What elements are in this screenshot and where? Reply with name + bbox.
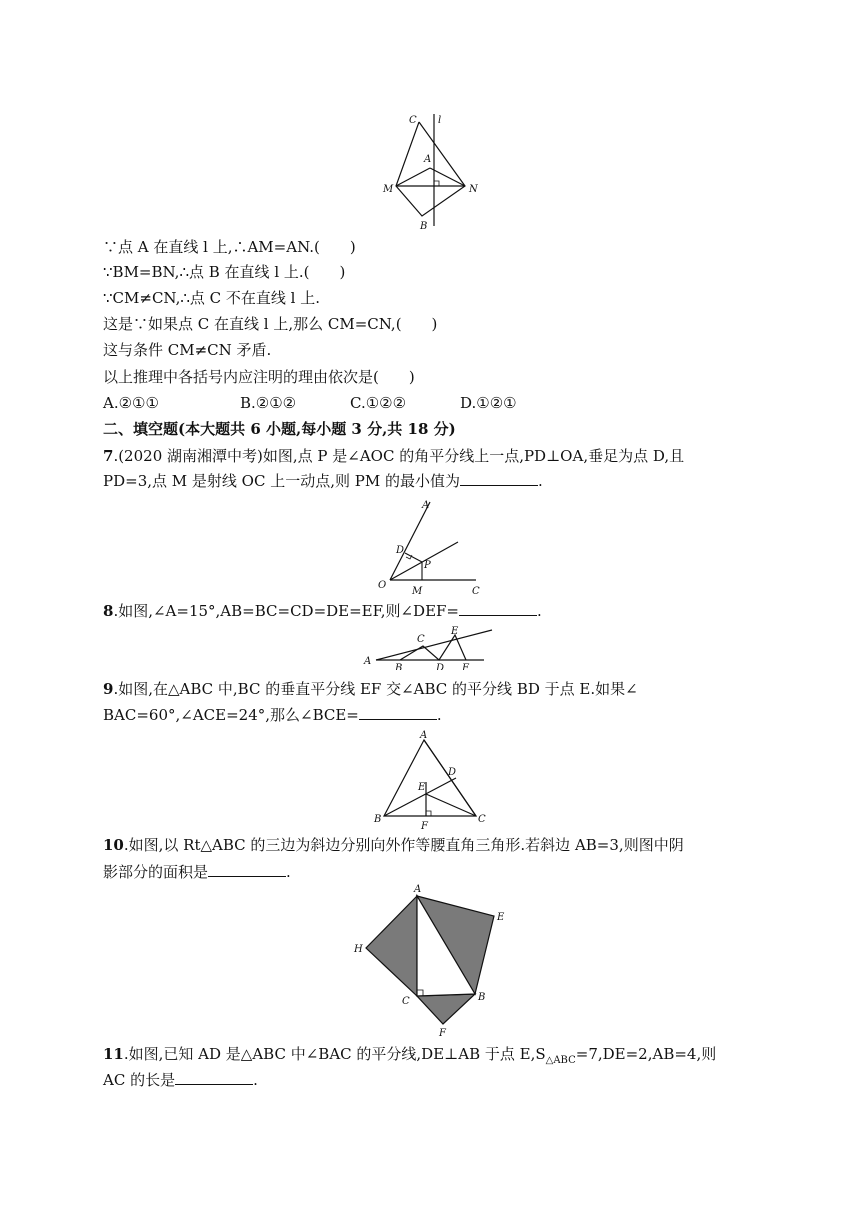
question-10-tail: . <box>286 863 291 881</box>
question-9-line-1 <box>103 678 638 700</box>
question-11-text-1a: .如图,已知 AD 是△ABC 中∠BAC 的平分线,DE⊥AB 于点 E,S <box>123 1045 546 1063</box>
fig8-label-A: A <box>364 656 372 667</box>
question-8-answer-blank[interactable] <box>459 601 537 616</box>
fig9-label-C: C <box>478 814 486 825</box>
question-9-text-1: .如图,在△ABC 中,BC 的垂直平分线 EF 交∠ABC 的平分线 BD 于点 E.如果∠ <box>113 680 638 698</box>
fig7-label-C: C <box>472 586 480 597</box>
option-c: C.①②② <box>350 394 407 412</box>
question-11-number: 11 <box>103 1045 124 1063</box>
figure-perpendicular-line <box>375 108 485 234</box>
reasoning-line-3: ∵CM≠CN,∴点 C 不在直线 l 上. <box>103 289 321 307</box>
figure-angle-bisector <box>368 496 498 600</box>
question-11-subscript: △ABC <box>545 1055 576 1066</box>
question-9-answer-blank[interactable] <box>359 705 437 720</box>
question-7-answer-blank[interactable] <box>460 471 538 486</box>
fig7-label-O: O <box>378 580 387 591</box>
fig9-label-A: A <box>420 730 428 741</box>
fig9-label-F: F <box>421 821 428 832</box>
question-7-text-2: PD=3,点 M 是射线 OC 上一动点,则 PM 的最小值为 <box>103 472 460 490</box>
fig7-label-M: M <box>412 586 423 597</box>
fig1-label-A: A <box>424 154 432 165</box>
answer-options <box>103 392 517 414</box>
question-8-text: .如图,∠A=15°,AB=BC=CD=DE=EF,则∠DEF= <box>113 602 459 620</box>
reasoning-line-4: 这是∵如果点 C 在直线 l 上,那么 CM=CN,( ) <box>103 315 438 333</box>
reasoning-line-5: 这与条件 CM≠CN 矛盾. <box>103 341 272 359</box>
question-11-text-1b: =7,DE=2,AB=4,则 <box>575 1045 717 1063</box>
reasoning-line-6: 以上推理中各括号内应注明的理由依次是( ) <box>103 368 415 386</box>
figure-equal-segments <box>360 622 500 670</box>
fig1-label-C: C <box>409 115 417 126</box>
question-9-text-2: BAC=60°,∠ACE=24°,那么∠BCE= <box>103 706 359 724</box>
question-11-line-1 <box>103 1043 716 1072</box>
option-a: A.②①① <box>103 394 159 412</box>
fig8-label-B: B <box>395 663 403 670</box>
question-7-line-2 <box>103 470 543 492</box>
question-7-text-1: .(2020 湖南湘潭中考)如图,点 P 是∠AOC 的角平分线上一点,PD⊥OA,垂足为点 D,且 <box>113 447 685 465</box>
fig9-label-E: E <box>418 782 426 793</box>
question-9-tail: . <box>436 706 442 724</box>
figure-triangle-bisector <box>366 728 494 832</box>
question-7-line-1 <box>103 445 684 467</box>
question-11-tail: . <box>253 1071 258 1089</box>
fig9-label-B: B <box>374 814 382 825</box>
option-b: B.②①② <box>240 394 297 412</box>
question-10-number: 10 <box>103 836 124 854</box>
question-11-text-2: AC 的长是 <box>103 1071 176 1089</box>
fig10-label-C: C <box>402 996 410 1007</box>
fig9-label-D: D <box>448 767 457 778</box>
question-11-answer-blank[interactable] <box>175 1070 253 1085</box>
question-10-text-2: 影部分的面积是 <box>103 863 209 881</box>
section-2-heading: 二、填空题(本大题共 6 小题,每小题 3 分,共 18 分) <box>103 420 456 438</box>
question-11-line-2 <box>103 1069 258 1091</box>
fig1-label-N: N <box>469 184 478 195</box>
option-d: D.①②① <box>460 394 517 412</box>
fig10-label-A: A <box>414 884 422 895</box>
question-9-number: 9 <box>103 680 114 698</box>
question-8-tail: . <box>537 602 542 620</box>
fig10-label-H: H <box>354 944 363 955</box>
fig8-label-E: E <box>451 626 459 637</box>
fig8-label-F: F <box>462 663 469 670</box>
fig10-label-E: E <box>497 912 505 923</box>
figure-isosceles-right-triangles <box>346 880 518 1042</box>
question-7-number: 7 <box>103 447 114 465</box>
question-8-line <box>103 600 542 622</box>
question-9-line-2 <box>103 704 442 726</box>
fig8-label-D: D <box>436 663 445 670</box>
fig7-label-A: A <box>422 500 430 511</box>
fig1-label-B: B <box>420 221 428 232</box>
fig10-label-B: B <box>478 992 486 1003</box>
fig7-label-P: P <box>424 560 431 571</box>
fig7-label-D: D <box>396 545 405 556</box>
fig1-label-l: l <box>438 115 442 126</box>
fig8-label-C: C <box>417 634 425 645</box>
reasoning-line-2: ∵BM=BN,∴点 B 在直线 l 上.( ) <box>103 263 346 281</box>
question-10-answer-blank[interactable] <box>208 862 286 877</box>
question-8-number: 8 <box>103 602 114 620</box>
fig1-label-M: M <box>383 184 394 195</box>
question-10-line-1 <box>103 834 684 856</box>
question-10-text-1: .如图,以 Rt△ABC 的三边为斜边分别向外作等腰直角三角形.若斜边 AB=3,则图中阴 <box>123 836 684 854</box>
reasoning-line-1: ∵点 A 在直线 l 上,∴AM=AN.( ) <box>103 238 356 256</box>
question-7-tail: . <box>537 472 543 490</box>
question-10-line-2 <box>103 861 291 883</box>
fig10-label-F: F <box>439 1028 446 1039</box>
